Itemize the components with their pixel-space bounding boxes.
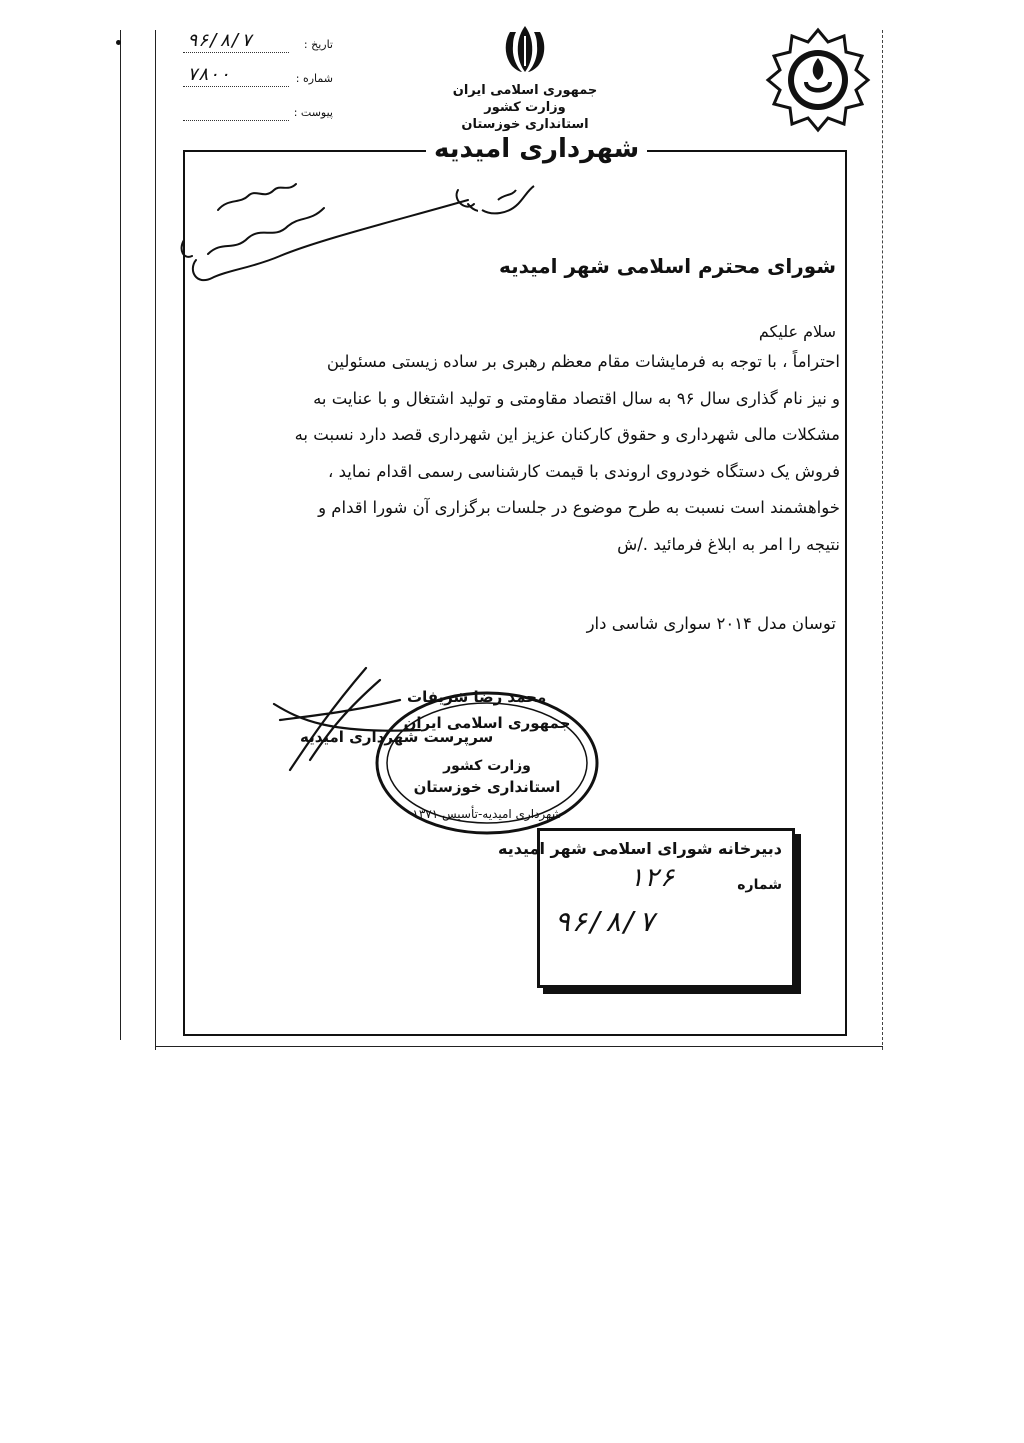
svg-text:استانداری خوزستان: استانداری خوزستان <box>413 778 561 796</box>
addressee: شورای محترم اسلامی شهر امیدیه <box>498 254 836 278</box>
handwritten-margin-note <box>178 160 478 310</box>
date-underline <box>183 52 289 53</box>
date-field <box>183 30 333 60</box>
date-label: تاریخ : <box>303 38 333 51</box>
ministry-line-2: وزارت کشور <box>484 100 566 115</box>
date-value: ۹۶/۸/۷ <box>187 30 253 51</box>
signature-title: سرپرست شهرداری امیدیه <box>300 728 494 746</box>
vehicle-note: توسان مدل ۲۰۱۴ سواری شاسی دار <box>586 614 836 633</box>
scan-edge-right <box>882 30 883 1050</box>
attachment-underline <box>183 120 289 121</box>
svg-text:وزارت کشور: وزارت کشور <box>443 758 531 774</box>
scan-edge-bottom <box>155 1046 883 1047</box>
svg-text:جمهوری اسلامی ایران: جمهوری اسلامی ایران <box>403 714 571 732</box>
receipt-number: ۱۲۶ <box>628 863 675 893</box>
receipt-stamp <box>498 828 795 988</box>
municipality-logo-icon <box>762 24 874 136</box>
handwritten-initial <box>478 180 538 220</box>
body-line-2: و نیز نام گذاری سال ۹۶ به سال اقتصاد مقاومتی و تولید اشتغال و با عنایت به <box>313 388 840 408</box>
official-seal <box>372 688 602 838</box>
greeting: سلام علیکم <box>758 322 836 341</box>
receipt-date: ۹۶/۸/۷ <box>554 905 656 938</box>
number-value: ۷۸۰۰ <box>187 64 231 85</box>
scan-dot <box>116 40 121 45</box>
body-line-5: خواهشمند است نسبت به طرح موضوع در جلسات برگزاری آن شورا اقدام و <box>318 498 840 517</box>
iran-emblem-icon <box>500 22 550 78</box>
signature-name: محمد رضا شریفات <box>407 688 547 706</box>
number-field <box>183 64 333 94</box>
svg-text:شهرداری امیدیه-تأسیس ۱۳۷۱: شهرداری امیدیه-تأسیس ۱۳۷۱ <box>412 807 562 821</box>
scan-edge-left <box>120 30 121 1040</box>
receipt-number-label: شماره <box>737 877 782 893</box>
receipt-stamp-title: دبیرخانه شورای اسلامی شهر امیدیه <box>498 839 782 858</box>
body-line-4: فروش یک دستگاه خودروی اروندی با قیمت کارشناسی رسمی اقدام نماید ، <box>328 461 840 481</box>
number-label: شماره : <box>295 72 333 85</box>
ministry-line-1: جمهوری اسلامی ایران <box>452 83 598 98</box>
attachment-label: پیوست : <box>293 106 333 119</box>
number-underline <box>183 86 289 87</box>
body-line-3: مشکلات مالی شهرداری و حقوق کارکنان عزیز این شهرداری قصد دارد نسبت به <box>294 425 840 444</box>
attachment-field <box>183 104 333 128</box>
body-line-6: نتیجه را امر به ابلاغ فرمائید ./ش <box>617 534 840 554</box>
letter-body <box>294 344 840 563</box>
body-line-1: احتراماً ، با توجه به فرمایشات مقام معظم رهبری بر ساده زیستی مسئولین <box>326 352 840 371</box>
organization-title: شهرداری امیدیه <box>426 134 647 164</box>
scan-edge-left-inner <box>155 30 156 1050</box>
ministry-line-3: استانداری خوزستان <box>461 117 589 132</box>
